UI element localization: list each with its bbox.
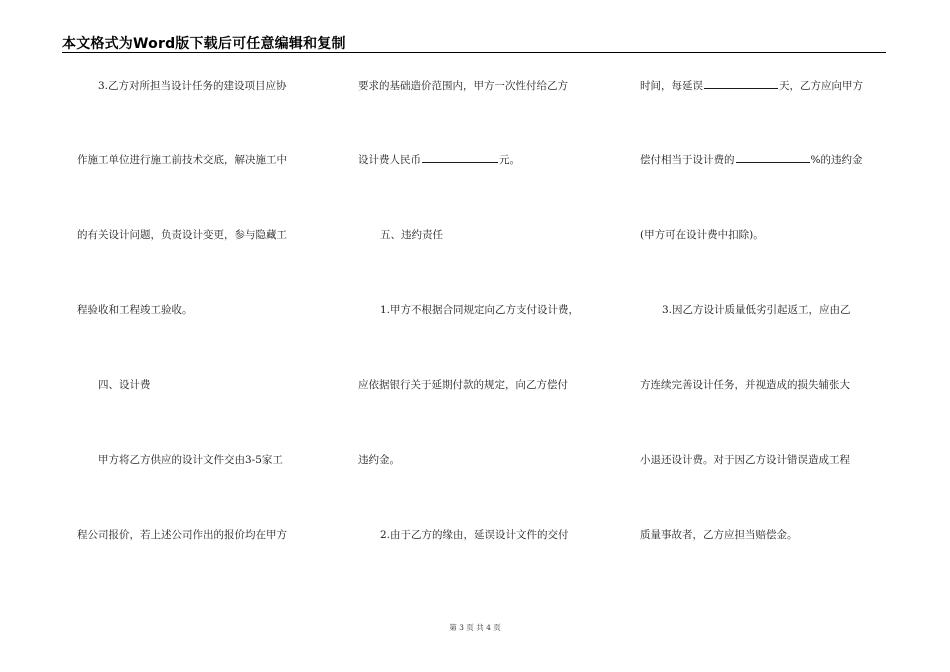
- right-line-4: 3.因乙方设计质量低劣引起返工，应由乙: [662, 304, 851, 316]
- middle-line-2-prefix: 设计费人民币: [358, 154, 421, 166]
- middle-line-5: 应依据银行关于延期付款的规定，向乙方偿付: [358, 379, 568, 391]
- left-line-3: 的有关设计问题，负责设计变更，参与隐藏工: [77, 229, 287, 241]
- middle-line-7: 2.由于乙方的缘由，延误设计文件的交付: [380, 529, 569, 541]
- page-number-footer: 第 3 页 共 4 页: [449, 623, 501, 632]
- right-line-2: [640, 153, 862, 167]
- amount-blank: [422, 153, 498, 163]
- section-heading-breach: 五、违约责任: [380, 229, 443, 241]
- middle-line-2: [358, 153, 520, 167]
- middle-line-4: 1.甲方不根据合同规定向乙方支付设计费，: [380, 304, 580, 316]
- right-line-1: [640, 79, 863, 93]
- right-line-2-suffix: %的违约金: [810, 154, 863, 166]
- right-line-2-prefix: 偿付相当于设计费的: [640, 154, 735, 166]
- percent-blank: [736, 153, 810, 163]
- right-line-3: (甲方可在设计费中扣除)。: [640, 229, 764, 241]
- right-line-6: 小退还设计费。对于因乙方设计错误造成工程: [640, 454, 850, 466]
- right-line-7: 质量事故者，乙方应担当赔偿金。: [640, 529, 798, 541]
- middle-line-2-suffix: 元。: [499, 154, 520, 166]
- document-header-title: 本文格式为Word版下载后可任意编辑和复制: [62, 36, 346, 52]
- middle-line-6: 违约金。: [358, 454, 400, 466]
- left-line-6: 甲方将乙方供应的设计文件交由3-5家工: [98, 454, 283, 466]
- right-line-1-prefix: 时间，每延误: [640, 80, 703, 92]
- left-line-4: 程验收和工程竣工验收。: [77, 304, 193, 316]
- days-blank: [704, 79, 778, 89]
- left-line-7: 程公司报价，若上述公司作出的报价均在甲方: [77, 529, 287, 541]
- left-line-1: 3.乙方对所担当设计任务的建设项目应协: [98, 80, 287, 92]
- middle-line-1: 要求的基础造价范围内，甲方一次性付给乙方: [358, 80, 568, 92]
- section-heading-design-fee: 四、设计费: [98, 379, 151, 391]
- right-line-1-suffix: 天，乙方应向甲方: [779, 80, 863, 92]
- right-line-5: 方连续完善设计任务，并视造成的损失辅张大: [640, 379, 850, 391]
- header-divider: [62, 52, 886, 53]
- left-line-2: 作施工单位进行施工前技术交底，解决施工中: [77, 154, 287, 166]
